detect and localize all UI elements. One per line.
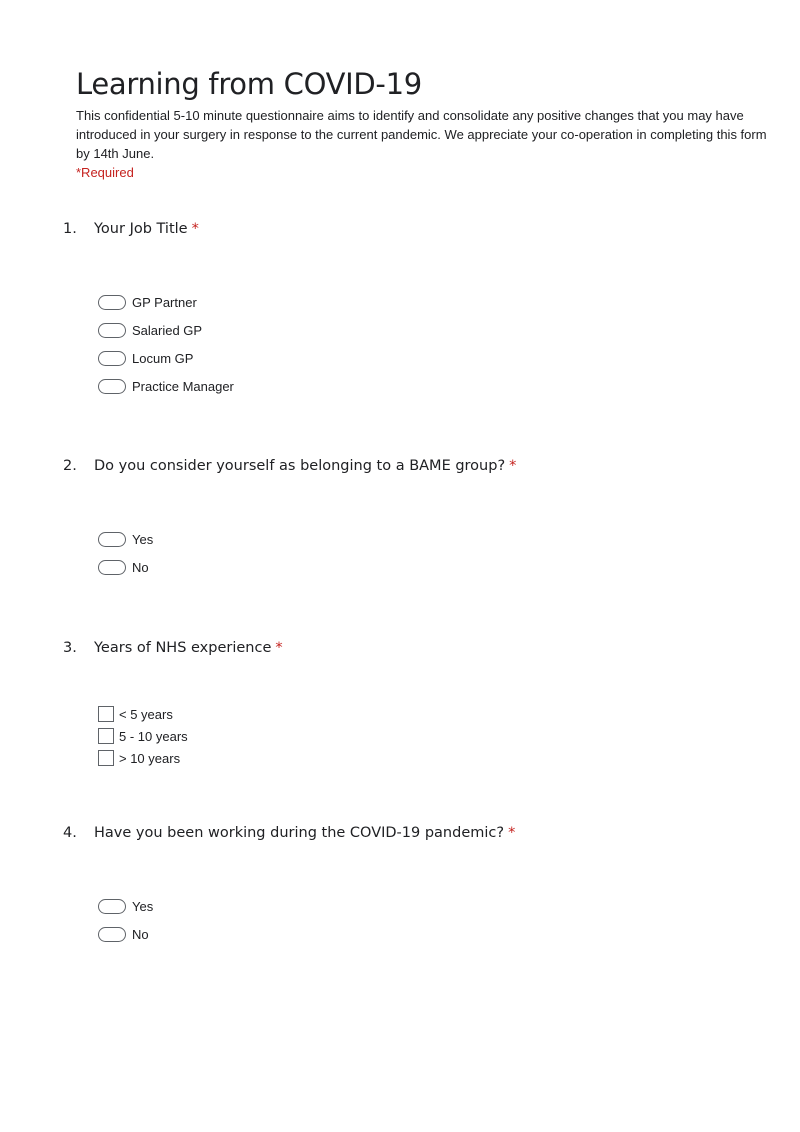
radio-button[interactable]	[98, 532, 126, 547]
question-title	[63, 638, 763, 658]
radio-option-salaried-gp[interactable]	[98, 320, 202, 340]
option-label: Yes	[132, 531, 154, 547]
question-text: Your Job Title	[94, 221, 188, 237]
question-3	[63, 638, 763, 766]
checkbox-option-more-than-10[interactable]	[98, 748, 180, 768]
question-1	[63, 219, 763, 394]
required-asterisk: *	[191, 221, 199, 237]
radio-option-yes[interactable]	[98, 896, 153, 916]
question-text: Have you been working during the COVID-19 pandemic?	[94, 825, 505, 841]
option-label: Yes	[132, 898, 154, 914]
checkbox[interactable]	[98, 750, 114, 766]
option-label: GP Partner	[132, 294, 197, 310]
form-header	[76, 66, 776, 182]
required-asterisk: *	[275, 640, 283, 656]
question-text: Do you consider yourself as belonging to a BAME group?	[94, 458, 506, 474]
question-title	[63, 219, 763, 239]
radio-option-locum-gp[interactable]	[98, 348, 193, 368]
radio-button[interactable]	[98, 351, 126, 366]
radio-option-practice-manager[interactable]	[98, 376, 234, 396]
checkbox[interactable]	[98, 728, 114, 744]
option-label: 5 - 10 years	[119, 728, 188, 744]
radio-button[interactable]	[98, 927, 126, 942]
form-title: Learning from COVID-19	[76, 67, 422, 101]
radio-option-yes[interactable]	[98, 529, 153, 549]
radio-button[interactable]	[98, 295, 126, 310]
option-label: > 10 years	[119, 750, 181, 766]
option-label: No	[132, 926, 149, 942]
question-title	[63, 456, 763, 476]
form-description: This confidential 5-10 minute questionnaire aims to identify and consolidate any positive changes that you may have introduced in your surgery in response to the current pandemic. We appreciate your co-operation in completing this form by 14th June.	[76, 108, 767, 161]
required-note: *Required	[76, 165, 134, 180]
option-label: Salaried GP	[132, 322, 203, 338]
radio-button[interactable]	[98, 560, 126, 575]
checkbox-option-less-than-5[interactable]	[98, 704, 173, 724]
option-label: Practice Manager	[132, 378, 234, 394]
question-number: 1.	[63, 221, 77, 237]
question-number: 3.	[63, 640, 77, 656]
question-number: 2.	[63, 458, 77, 474]
option-label: < 5 years	[119, 706, 173, 722]
radio-option-no[interactable]	[98, 924, 149, 944]
question-title	[63, 823, 763, 843]
question-text: Years of NHS experience	[94, 640, 272, 656]
radio-button[interactable]	[98, 899, 126, 914]
radio-option-gp-partner[interactable]	[98, 292, 197, 312]
checkbox[interactable]	[98, 706, 114, 722]
radio-button[interactable]	[98, 323, 126, 338]
checkbox-option-5-to-10[interactable]	[98, 726, 188, 746]
required-asterisk: *	[509, 458, 517, 474]
option-label: Locum GP	[132, 350, 194, 366]
option-label: No	[132, 559, 149, 575]
question-2	[63, 456, 763, 575]
radio-option-no[interactable]	[98, 557, 149, 577]
question-4	[63, 823, 763, 942]
question-number: 4.	[63, 825, 77, 841]
radio-button[interactable]	[98, 379, 126, 394]
required-asterisk: *	[508, 825, 516, 841]
